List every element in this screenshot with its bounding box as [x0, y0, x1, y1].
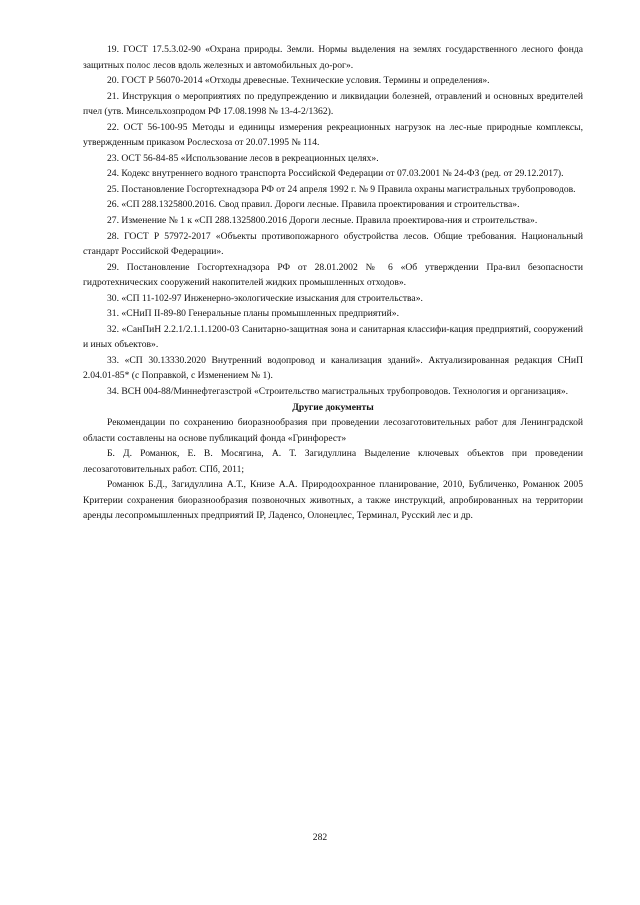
reference-item: 23. ОСТ 56-84-85 «Использование лесов в рекреационных целях».: [107, 152, 379, 164]
reference-item: 20. ГОСТ Р 56070-2014 «Отходы древесные. Технические условия. Термины и определения».: [107, 75, 490, 87]
reference-item: 21. Инструкция о мероприятиях по предупреждению и ликвидации болезней, отравлений и основных вредителей пчел (утв. Минсельхозпродом РФ 17.08.1998 № 13-4-2/1362).: [83, 90, 583, 118]
reference-item: 32. «СанПиН 2.2.1/2.1.1.1200-03 Санитарно-защитная зона и санитарная классифи-кация предприятий, сооружений и иных объектов».: [83, 323, 583, 351]
reference-item: 25. Постановление Госгортехнадзора РФ от 24 апреля 1992 г. № 9 Правила охраны магистральных трубопроводов.: [107, 183, 576, 195]
section-heading: Другие документы: [292, 401, 374, 413]
document-paragraph: Романюк Б.Д., Загидуллина А.Т., Книзе А.А. Природоохранное планирование, 2010, Бубличенко, Романюк 2005 Критерии сохранения биоразнообразия позвоночных животных, а также инструкций, апробированных на территории аренды лесопромышленных предприятий IP, Ладенсо, Олонецлес, Терминал, Русский лес и др.: [83, 479, 583, 522]
reference-item: 19. ГОСТ 17.5.3.02-90 «Охрана природы. Земли. Нормы выделения на землях государственного лесного фонда защитных полос лесов вдоль железных и автомобильных до-рог».: [83, 44, 583, 71]
reference-item: 29. Постановление Госгортехнадзора РФ от 28.01.2002 № 6 «Об утверждении Пра-вил безопасности гидротехнических сооружений накопителей жидких промышленных отходов».: [83, 261, 583, 289]
reference-item: 24. Кодекс внутреннего водного транспорта Российской Федерации от 07.03.2001 № 24-ФЗ (ред. от 29.12.2017).: [107, 168, 564, 180]
reference-item: 34. ВСН 004-88/Миннефтегазстрой «Строительство магистральных трубопроводов. Технология и организация».: [107, 386, 569, 398]
reference-list: [83, 42, 583, 400]
reference-item: 28. ГОСТ Р 57972-2017 «Объекты противопожарного обустройства лесов. Общие требования. Национальный стандарт Российской Федерации».: [83, 230, 583, 258]
reference-item: 27. Изменение № 1 к «СП 288.1325800.2016 Дороги лесные. Правила проектирова-ния и строительства».: [107, 215, 538, 227]
reference-item: 22. ОСТ 56-100-95 Методы и единицы измерения рекреационных нагрузок на лес-ные природные комплексы, утвержденным приказом Рослесхоза от 20.07.1995 № 114.: [83, 121, 583, 149]
document-paragraph: Рекомендации по сохранению биоразнообразия при проведении лесозаготовительных работ для Ленинградской области составлены на основе публикаций фонда «Гринфорест»: [83, 417, 583, 444]
reference-item: 26. «СП 288.1325800.2016. Свод правил. Дороги лесные. Правила проектирования и строительства».: [107, 199, 520, 211]
document-paragraph: Б. Д. Романюк, Е. В. Мосягина, А. Т. Загидуллина Выделение ключевых объектов при проведении лесозаготовительных работ. СПб, 2011;: [83, 448, 583, 475]
reference-item: 33. «СП 30.13330.2020 Внутренний водопровод и канализация зданий». Актуализированная редакция СНиП 2.04.01-85* (с Поправкой, с Изменением № 1).: [83, 354, 583, 382]
reference-item: 31. «СНиП II-89-80 Генеральные планы промышленных предприятий».: [107, 308, 399, 320]
reference-item: 30. «СП 11-102-97 Инженерно-экологические изыскания для строительства».: [107, 292, 423, 304]
page-number: 282: [312, 832, 328, 843]
document-page: [83, 42, 583, 524]
other-documents-list: [83, 415, 583, 524]
